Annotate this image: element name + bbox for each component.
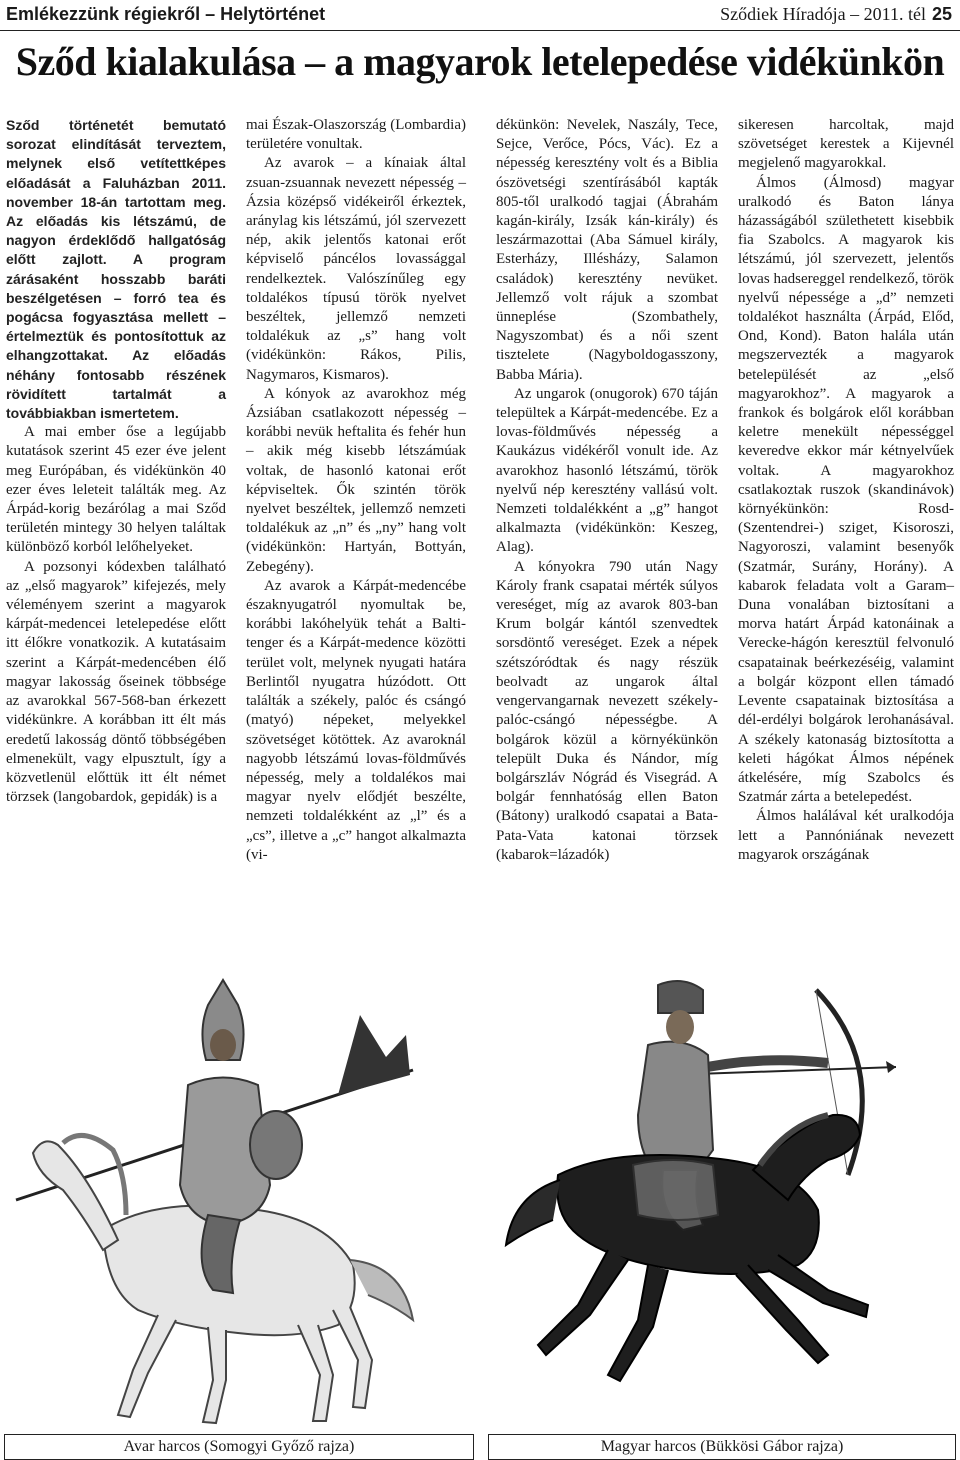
article-paragraph: Álmos halálával két uralkodója lett a Pannóniának nevezett magyarok országának <box>738 808 954 863</box>
article-paragraph: A kónyok az avarokhoz még Ázsiában csatlakozott népesség – korábbi nevük heftalita és fehér hun – akik még kisebb létszámúak voltak, de hasonló katonai erőt képviseltek. Ők szintén török nyelvet beszéltek, jellemző nemzeti toldalékuk az „n” és „ny” hang volt (vidékünkön: Hartyán, Bottyán, Zebegény). <box>246 385 466 575</box>
avar-warrior-illustration <box>8 975 438 1429</box>
article-paragraph: A pozsonyi kódexben található az „első magyarok” kifejezés, mely véleményem szerint a magyarok kárpát-medencei letelepedése előtt itt élőkre vonatkozik. A kutatásaim szerint a Kárpát-medencében élő magyar lakosság őseinek többsége az avarokkal 567-568-ban érkezett vidékünkre. A korábban itt élt más eredetű lakosság döntő többségében elmenekült, vagy elpusztult, így a közvetlenül előttük itt élt német törzsek (langobardok, gepidák) is a <box>6 558 226 806</box>
article-paragraph: Álmos (Álmosd) magyar uralkodó és Baton lánya házasságából születhetett kisebbik fia Szabolcs. A magyarok kis létszámú, jól szervezett, jelentős lovas hadsereggel rendelkező, török nyelvű népessége a „d” nemzeti toldalékot használta (Árpád, Előd, Ond, Kond). Baton halála után megszervezték a magyarok betelepülését az „első magyarokhoz”. A magyarok a frankok és bolgárok elől korábban keletre menekült népességgel keveredve ekkor már kétnyelvűek voltak. A magyarokhoz csatlakoztak ruszok (skandinávok) környékünkön: Rosd-(Szentendrei-) sziget, Kisoroszi, Nagyoroszi, valamint besenyők (Szatmár, Surány, Horány). A kabarok feladata volt a Garam–Duna vonalában biztosítani a morva határt Árpád katonáinak a Verecke-hágón keresztül felvonuló csapatainak beérkezéséig, valamint a bolgár központ ellen támadó Levente csapatainak biztosítása a dél-erdélyi bolgárok lerohanásával. A székely katonaság biztosította a keleti hágókat Álmos népének átkelésére, míg Szabolcs és Szatmár zárta a betelepedést. <box>738 174 954 806</box>
article-paragraph: dékünkön: Nevelek, Naszály, Tece, Sejce, Verőce, Pócs, Vác). Ez a népesség keresztény volt és a Biblia ószövetségi szentírásából kapták 805-től uralkodó tagjai (Ábrahám kagán-király, Izsák kán-király) és leszármazottai (Aba Sámuel király, Esterházy, Illésházy, Salamon családok) keresztény nevüket. Jellemző volt rájuk a szombat ünneplése (Szombathely, Nagyszombat) és a női szent tisztelete (Nagyboldogasszony, Babba Mária). <box>496 117 718 383</box>
article-paragraph: Az avarok a Kárpát-medencébe északnyugatról nyomultak be, korábbi lakóhelyük tehát a Balti-tenger és a Kárpát-medence közötti terület volt, melynek nyugati határa Berlintől nyugatra húzódott. Ott találták a székely, palóc és csángó (matyó) népeket, melyekkel szövetséget kötöttek. Az avaroknál nagyobb létszámú lovas-földművés népesség, mely a toldalékos mai magyar nyelv elődjét beszélte, nemzeti toldalékként az „l” és a „cs”, illetve a „c” hangot alkalmazta (vi- <box>246 577 466 863</box>
article-paragraph: A kónyokra 790 után Nagy Károly frank csapatai mérték súlyos vereséget, míg az avarok 803-ban Krum bolgár kántól szenvedtek sorsdöntő vereséget. Ezek a népek szétszóródtak és nagy részük beolvadt az ungarok által vengervangarnak nevezett székely-palóc-csángó népességbe. A bolgárok közül a környékünkön települt Duka és Nándor, míg bolgárszláv Nógrád és Visegrád. A bolgár fennhatóság ellen Baton (Bátony) uralkodó csapatai a Bata-Pata-Vata katonai törzsek (kabarok=lázadók) <box>496 558 718 863</box>
text-column-1 <box>6 116 226 807</box>
article-lead: Sződ történetét bemutató sorozat elindítását terveztem, melynek első vetítettképes előadását a Faluházban 2011. november 18-án tartottam meg. Az előadás kis létszámú, de nagyon érdeklődő hallgatóság előtt zajlott. A program zárásaként hosszabb baráti beszélgetésen – forró tea és pogácsa fogyasztása mellett – értelmeztük és pontosítottuk az elhangzottakat. Az előadás néhány fontosabb részének rövidített tartalmát a továbbiakban ismertetem. <box>6 117 226 422</box>
text-column-2 <box>246 116 466 865</box>
article-paragraph: sikeresen harcoltak, majd szövetséget kerestek a Kijevnél megjelenő magyarokkal. <box>738 117 954 172</box>
running-head <box>0 0 960 31</box>
article-headline: Sződ kialakulása – a magyarok letelepedése vidékünkön <box>15 39 945 84</box>
magyar-warrior-illustration <box>498 975 956 1429</box>
article-paragraph: Az avarok – a kínaiak által zsuan-zsuannak nevezett népesség – Ázsia középső vidékeiről érkeztek, aránylag kis létszámú, jól szervezett nép, akik jelentős katonai erőt képviselő páncélos lovassággal rendelkeztek. Valószínűleg egy toldalékos típusú török nyelvet beszéltek, jellemző nemzeti toldalékuk az „s” hang volt (vidékünkön: Rákos, Pilis, Nagymaros, Kismaros). <box>246 155 466 383</box>
publication-info <box>720 4 952 25</box>
text-column-4 <box>738 116 954 865</box>
figure-caption-magyar: Magyar harcos (Bükkösi Gábor rajza) <box>488 1434 956 1460</box>
section-title: Emlékezzünk régiekről – Helytörténet <box>6 4 326 24</box>
article-paragraph: mai Észak-Olaszország (Lombardia) területére vonultak. <box>246 117 466 153</box>
figure-caption-avar: Avar harcos (Somogyi Győző rajza) <box>4 1434 474 1460</box>
article-paragraph: Az ungarok (onugorok) 670 táján települtek a Kárpát-medencébe. Ez a lovas-földművés népesség a Kaukázus vidékéről vonult ide. Az avarokhoz hasonló létszámú, török nyelvű nép keresztény vallású volt. Nemzeti toldalékként a „g” hangot alkalmazta (vidékünkön: Keszeg, Alag). <box>496 385 718 556</box>
article-paragraph: A mai ember őse a legújabb kutatások szerint 45 ezer éve jelent meg Európában, és vidékünkön 40 ezer éves leleteit találták meg. Az Árpád-korig bezárólag a mai Sződ területén mintegy 30 helyen találtak különböző korból lelőhelyeket. <box>6 424 226 556</box>
page-number: 25 <box>931 4 952 24</box>
text-column-3 <box>496 116 718 865</box>
magyar-warrior-drawing <box>498 975 956 1429</box>
avar-warrior-drawing <box>8 975 438 1429</box>
publication-name: Sződiek Híradója – 2011. tél <box>720 4 926 24</box>
